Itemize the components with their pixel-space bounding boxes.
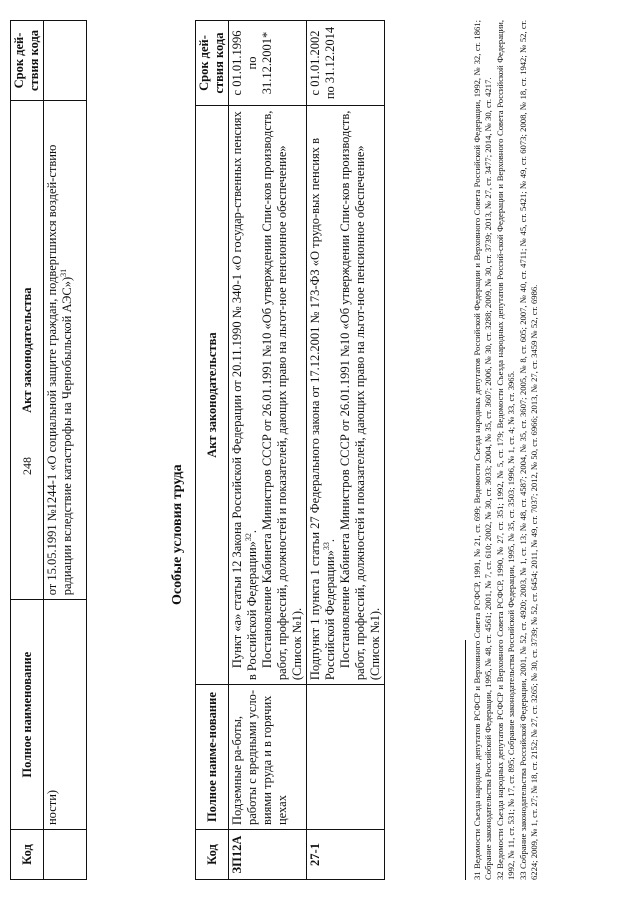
row-code — [44, 830, 87, 880]
header-act: Акт законодательства — [196, 106, 229, 685]
footnote: 31 Ведомости Съезда народных депутатов РСФСР и Верховного Совета РСФСР, 1991, № 21, ст. 699; Ведомости Съезда народных депутатов Российской Федерации и Верховного Совета Российской Федерации, 1992, № 32, ст. 1861; Собрание законодательства Российской Федерации, 1995, № 48, ст. 4561; 2001, № 7, ст. 610; 2002, № 30, ст. 3033; 2004, № 35, ст. 3607; 2006, № 30, ст. 3288; 2009, № 30, ст. 3739; 2013, № 27, ст. 3477; 2014, № 30, ст. 4217. — [472, 20, 493, 880]
table-header-row — [11, 21, 44, 880]
act-text: Пункт «а» статьи 12 Закона Российской Федерации от 20.11.1990 № 340-1 «О государ-ственных пенсиях в Российской Федерации» — [230, 111, 259, 681]
header-code: Код — [196, 830, 229, 880]
table-row — [229, 21, 307, 880]
footnote-ref: 32 — [243, 533, 253, 542]
act-paragraph: Постановление Кабинета Министров СССР от 26.01.1991 №10 «Об утверждении Спис-ков производств, работ, профессий, должностей и показателей, дающих право на льгот-ное пенсионное обеспечение» (Список №1). — [260, 110, 304, 681]
term-to: 31.12.2001* — [260, 31, 274, 95]
row-act — [229, 106, 307, 685]
row-code: 27-1 — [307, 830, 385, 880]
act-text: Подпункт 1 пункта 1 статьи 27 Федерального закона от 17.12.2001 № 173-ФЗ «О трудо-вых пенсиях в Российской Федерации» — [308, 138, 337, 681]
section-title: Особые условия труда — [170, 464, 185, 605]
header-code: Код — [11, 830, 44, 880]
footnote-ref: 31 — [58, 268, 68, 277]
header-term: Срок дей-ствия кода — [11, 21, 44, 101]
row-term — [307, 21, 385, 106]
special-conditions-table — [195, 20, 385, 880]
footnote-ref: 33 — [321, 542, 331, 551]
term-to: по 31.12.2014 — [323, 26, 337, 100]
row-name: ности) — [44, 600, 87, 830]
header-term: Срок дей-ствия кода — [196, 21, 229, 106]
footnotes — [472, 20, 541, 880]
term-mid: по — [245, 56, 259, 70]
page-number: 248 — [20, 457, 34, 475]
row-term — [229, 21, 307, 106]
header-name: Полное наиме-нование — [196, 685, 229, 830]
row-name: Подземные ра-боты, работы с вредными усло-виями труда и в горячих цехах — [229, 685, 307, 830]
continuation-table — [10, 20, 87, 880]
term-from: с 01.01.1996 — [230, 30, 244, 96]
term-from: с 01.01.2002 — [308, 30, 322, 96]
footnote: 32 Ведомости Съезда народных депутатов РСФСР и Верховного Совета РСФСР, 1990, № 27, ст. 351; 1992, № 5, ст. 179; Ведомости Съезда народных депутатов Россий-ской Федерации и Верховного Совета Российской Федерации, 1992, № 11, ст. 531; № 17, ст. 895; Собрание законодательства Российской Федерации, 1995, № 35, ст. 3503; 1996, № 1, ст. 4; № 33, ст. 3965. — [495, 20, 516, 880]
row-code: ЗП12А — [229, 830, 307, 880]
act-text: от 15.05.1991 №1244-1 «О социальной защите граждан, подвергшихся воздей-ствию радиации вследствие катастрофы на Чернобыльской АЭС») — [45, 144, 74, 596]
header-act: Акт законодательства — [11, 100, 44, 599]
row-act — [307, 106, 385, 685]
row-name — [307, 685, 385, 830]
header-name: Полное наименование — [11, 600, 44, 830]
table-header-row — [196, 21, 229, 880]
row-term — [44, 21, 87, 101]
footnote-divider — [465, 640, 466, 880]
act-paragraph: Пункт «а» статьи 12 Закона Российской Федерации от 20.11.1990 № 340-1 «О государ-ственных пенсиях в Российской Федерации»$^{32}$. — [230, 111, 259, 681]
row-act — [44, 100, 87, 599]
footnote: 33 Собрание законодательства Российской Федерации, 2001, № 52, ст. 4920; 2003, № 1, ст. 13; № 48, ст. 4587; 2004, № 35, ст. 3607; 2005, № 8, ст. 605; 2007, № 40, ст. 4711; № 45, ст. 5421; № 49, ст. 6073; 2008, № 18, ст. 1942; № 52, ст. 6224; 2009, № 1, ст. 27; № 18, ст. 2152; № 27, ст. 3265; № 30, ст. 3739; № 52, ст. 6454; 2011, № 49, ст. 7037; 2012, № 50, ст. 6966; 2013, № 27, ст. 3459 № 52, ст. 6986. — [518, 20, 539, 880]
act-paragraph: Постановление Кабинета Министров СССР от 26.01.1991 №10 «Об утверждении Спис-ков производств, работ, профессий, должностей и показателей, дающих право на льгот-ное пенсионное обеспечение» (Список №1). — [338, 110, 382, 681]
table-row — [307, 21, 385, 880]
act-paragraph: Подпункт 1 пункта 1 статьи 27 Федерального закона от 17.12.2001 № 173-ФЗ «О трудо-вых пенсиях в Российской Федерации»$^{33}$. — [308, 138, 337, 681]
table-row — [44, 21, 87, 880]
